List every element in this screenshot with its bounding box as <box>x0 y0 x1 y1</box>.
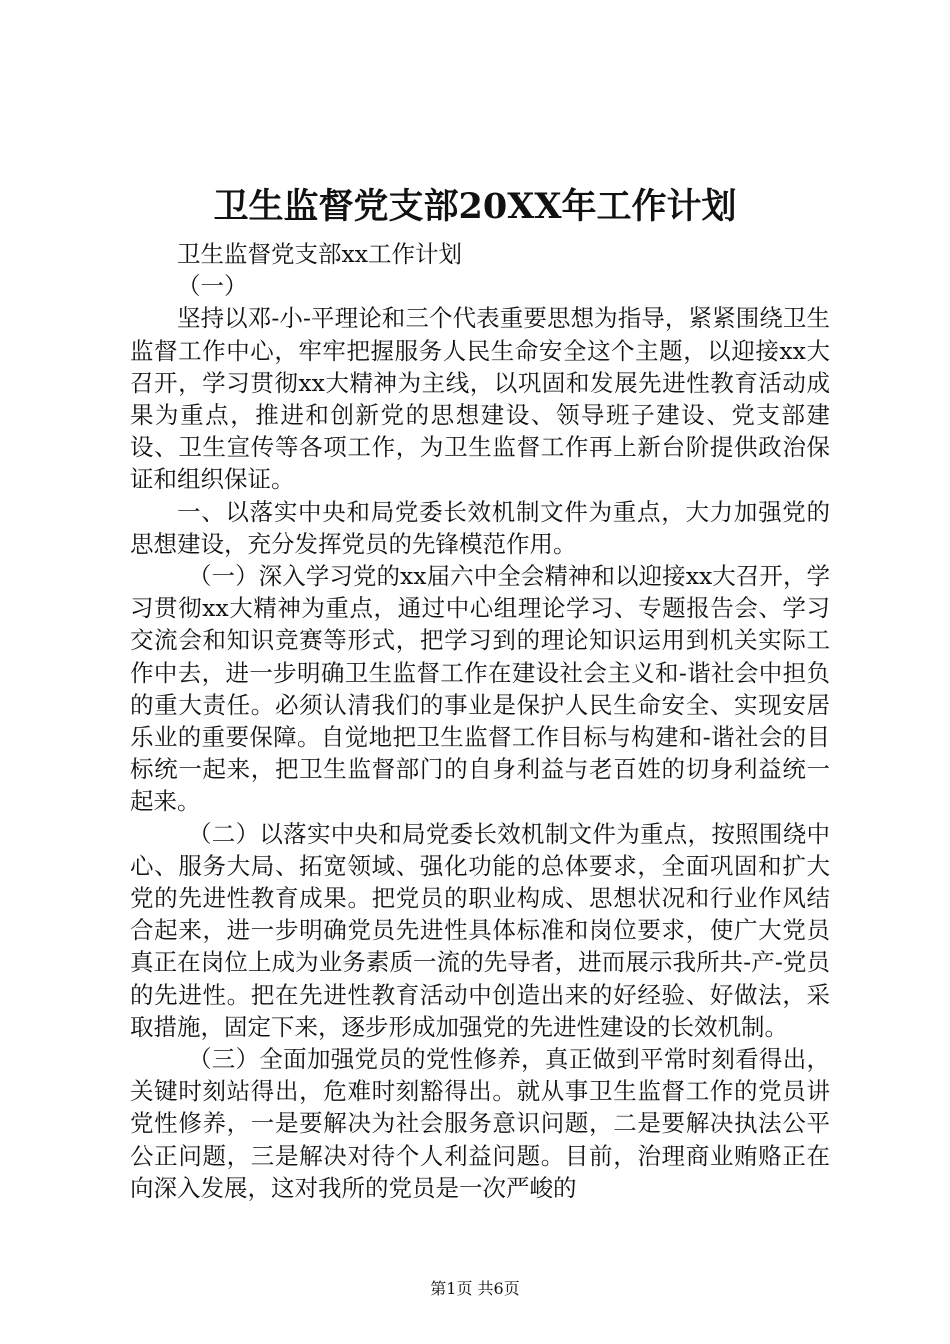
document-body <box>130 238 830 1204</box>
paragraph-intro: 坚持以邓-小-平理论和三个代表重要思想为指导，紧紧围绕卫生监督工作中心，牢牢把握服务人民生命安全这个主题，以迎接xx大召开，学习贯彻xx大精神为主线，以巩固和发展先进性教育活动成果为重点，推进和创新党的思想建设、领导班子建设、党支部建设、卫生宣传等各项工作，为卫生监督工作再上新台阶提供政治保证和组织保证。 <box>130 304 830 494</box>
paragraph-heading-1: 一、以落实中央和局党委长效机制文件为重点，大力加强党的思想建设，充分发挥党员的先锋模范作用。 <box>130 497 830 558</box>
section-marker: （一） <box>177 272 248 301</box>
paragraph-item-3: （三）全面加强党员的党性修养，真正做到平常时刻看得出，关键时刻站得出，危难时刻豁得出。就从事卫生监督工作的党员讲党性修养，一是要解决为社会服务意识问题，二是要解决执法公平公正问题，三是解决对待个人利益问题。目前，治理商业贿赂正在向深入发展，这对我所的党员是一次严峻的 <box>130 1045 830 1202</box>
document-subtitle: 卫生监督党支部xx工作计划 <box>177 240 463 268</box>
paragraph-item-1: （一）深入学习党的xx届六中全会精神和以迎接xx大召开，学习贯彻xx大精神为重点，通过中心组理论学习、专题报告会、学习交流会和知识竞赛等形式，把学习到的理论知识运用到机关实际工作中去，进一步明确卫生监督工作在建设社会主义和-谐社会中担负的重大责任。必须认清我们的事业是保护人民生命安全、实现安居乐业的重要保障。自觉地把卫生监督工作目标与构建和-谐社会的目标统一起来，把卫生监督部门的自身利益与老百姓的切身利益统一起来。 <box>130 562 830 816</box>
paragraph-item-2: （二）以落实中央和局党委长效机制文件为重点，按照围绕中心、服务大局、拓宽领域、强化功能的总体要求，全面巩固和扩大党的先进性教育成果。把党员的职业构成、思想状况和行业作风结合起来，进一步明确党员先进性具体标准和岗位要求，使广大党员真正在岗位上成为业务素质一流的先导者，进而展示我所共-产-党员的先进性。把在先进性教育活动中创造出来的好经验、好做法，采取措施，固定下来，逐步形成加强党的先进性建设的长效机制。 <box>130 819 830 1041</box>
page-footer: 第1页 共6页 <box>430 1279 520 1298</box>
document-title: 卫生监督党支部20XX年工作计划 <box>213 186 737 227</box>
